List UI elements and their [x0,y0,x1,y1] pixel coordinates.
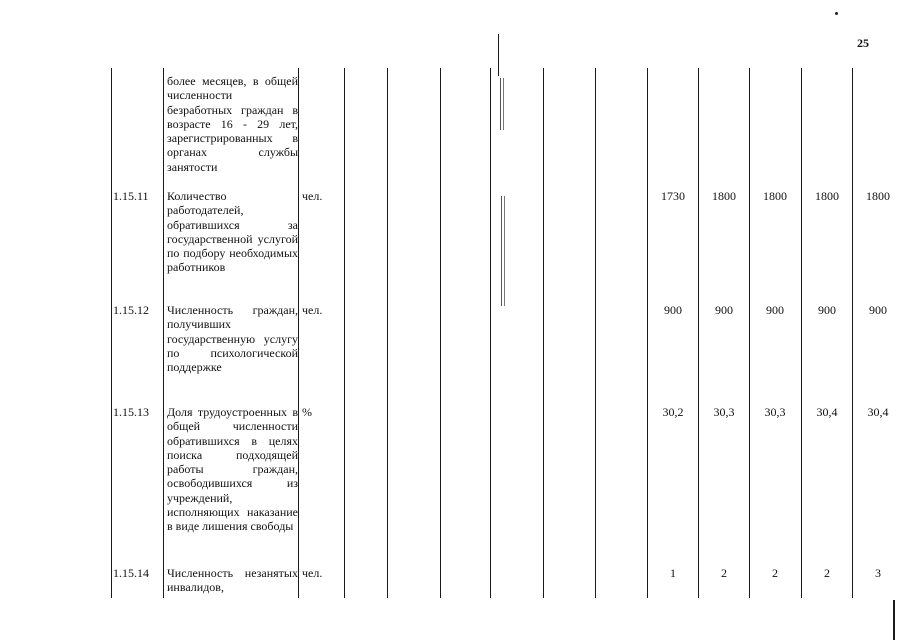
row-value: 30,2 [662,405,684,419]
grid-line [298,68,299,598]
grid-line [698,68,699,598]
row-value: 30,3 [764,405,786,419]
page-edge-line [893,600,895,640]
row-value: 2 [824,566,830,580]
row-value: 1800 [815,189,839,203]
row-value: 30,4 [867,405,889,419]
row-value: 900 [818,303,836,317]
row-unit: % [302,405,312,419]
row-description: Численность незанятых инвалидов, [167,566,298,595]
row-value: 900 [869,303,887,317]
grid-line [111,68,112,598]
grid-line [647,68,648,598]
row-description: Доля трудоустроенных в общей численности обратившихся в целях поиска подходящей работы граждан, освободившихся из учреждений, исполняющих наказание в виде лишения свободы [167,405,298,534]
grid-line [163,68,164,598]
grid-line [543,68,544,598]
grid-line [344,68,345,598]
row-value: 900 [715,303,733,317]
row-value: 1800 [763,189,787,203]
row-value: 30,3 [713,405,735,419]
row-value: 900 [664,303,682,317]
grid-line [749,68,750,598]
row-unit: чел. [302,303,323,317]
grid-line [440,68,441,598]
scan-artifact [500,78,504,130]
row-value: 1800 [712,189,736,203]
page-number: 25 [857,36,869,50]
row-unit: чел. [302,189,323,203]
row-code: 1.15.13 [113,405,149,419]
grid-line [498,34,499,76]
row-value: 2 [772,566,778,580]
row-value: 1730 [661,189,685,203]
scan-speck [835,12,838,15]
row-description: Количество работодателей, обратившихся за государственной услугой по подбору необходимых работников [167,189,298,275]
row-value: 900 [766,303,784,317]
row-value: 1800 [866,189,890,203]
grid-line [387,68,388,598]
grid-line [852,68,853,598]
row-description: Численность граждан, получивших государственную услугу по психологической поддержке [167,303,298,375]
row-description: более месяцев, в общей численности безработных граждан в возрасте 16 - 29 лет, зарегистрированных в органах службы занятости [167,74,298,174]
grid-line [490,68,491,598]
row-code: 1.15.11 [113,189,149,203]
row-value: 2 [721,566,727,580]
grid-line [801,68,802,598]
grid-line [595,68,596,598]
row-code: 1.15.12 [113,303,149,317]
row-value: 1 [670,566,676,580]
row-value: 30,4 [816,405,838,419]
row-unit: чел. [302,566,323,580]
row-code: 1.15.14 [113,566,149,580]
scan-artifact [501,196,505,306]
row-value: 3 [875,566,881,580]
